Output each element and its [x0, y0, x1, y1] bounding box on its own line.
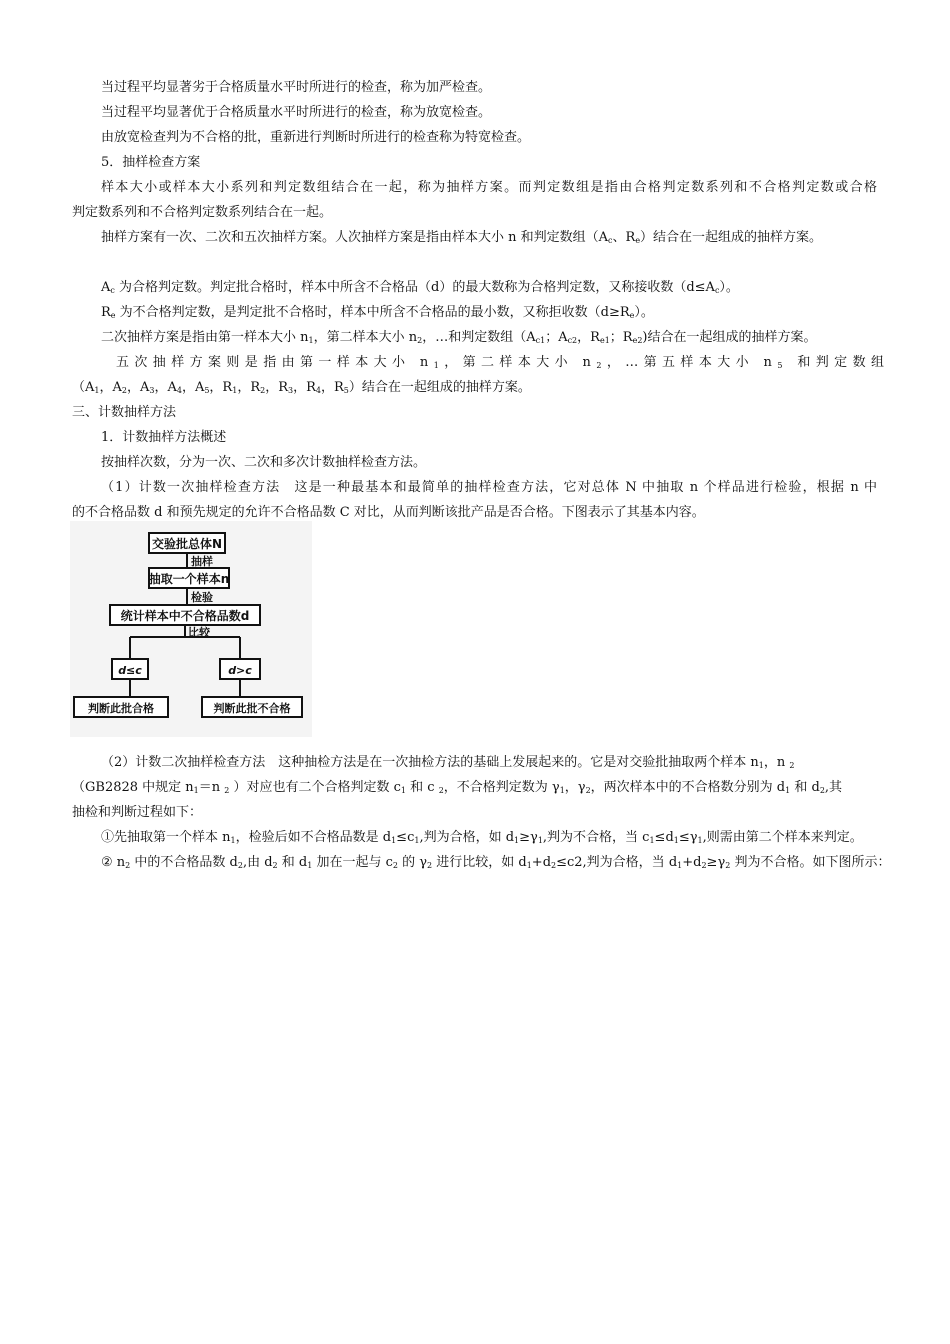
subsection-heading-overview: 1．计数抽样方法概述 [101, 430, 227, 445]
paragraph-plan-types: 抽样方案有一次、二次和五次抽样方案。人次抽样方案是指由样本大小 n 和判定数组（$A_c$、$R_e$）结合在一起组成的抽样方案。 [101, 230, 823, 245]
single-sampling-flowchart [70, 521, 312, 737]
flow-arrow-sampling-label: 抽样 [191, 555, 213, 568]
flow-arrow-inspection-label: 检验 [191, 591, 213, 604]
section-heading-sampling-plan: 5．抽样检查方案 [101, 155, 201, 170]
flow-box-lot-label: 交验批总体N [151, 537, 223, 551]
paragraph-double-sampling-cont2: 抽检和判断过程如下： [72, 805, 203, 820]
paragraph-five-plan: 五次抽样方案则是指由第一样本大小 $n_1$，第二样本大小 $n_2$，…第五样本大小 $n_5$ 和判定数组 [116, 355, 890, 370]
flow-cond-left-label: d≤c [118, 664, 142, 677]
section-heading-count-sampling: 三、计数抽样方法 [72, 405, 177, 420]
flow-arrow-compare-label: 比较 [188, 626, 210, 639]
paragraph-sampling-plan-definition-cont: 判定数系列和不合格判定数系列结合在一起。 [72, 205, 333, 220]
paragraph-single-sampling-cont: 的不合格品数 d 和预先规定的允许不合格品数 C 对比，从而判断该批产品是否合格。下图表示了其基本内容。 [72, 505, 705, 520]
paragraph-single-sampling: （1）计数一次抽样检查方法 这是一种最基本和最简单的抽样检查方法，它对总体 N 中抽取 n 个样品进行检验，根据 n 中 [101, 480, 877, 495]
flow-cond-right-label: d>c [228, 664, 252, 677]
paragraph-double-sampling: （2）计数二次抽样检查方法 这种抽检方法是在一次抽检方法的基础上发展起来的。它是对交验批抽取两个样本 $n_1$，n $_2$ [101, 755, 795, 770]
flow-result-accept-label: 判断此批合格 [88, 702, 154, 715]
paragraph-step-one: ①先抽取第一个样本 $n_1$，检验后如不合格品数是 $d_1\le c_1$,判为合格，如 $d_1\ge\gamma_1$,判为不合格，当 $c_1\le d_1\le\gamma_1$,则需由第二个样本来判定。 [101, 830, 863, 845]
paragraph-reduced-inspection: 当过程平均显著优于合格质量水平时所进行的检查，称为放宽检查。 [101, 105, 492, 120]
paragraph-sampling-count: 按抽样次数，分为一次、二次和多次计数抽样检查方法。 [101, 455, 427, 470]
paragraph-double-plan: 二次抽样方案是指由第一样本大小 $n_1$，第二样本大小 $n_2$，…和判定数组（$A_{c1}$；$A_{c2}$，$R_{e1}$；$R_{e2}$)结合在一起组成的抽样方案。 [101, 330, 817, 345]
paragraph-acceptance-number: $A_c$ 为合格判定数。判定批合格时，样本中所含不合格品（d）的最大数称为合格判定数，又称接收数$(d\le A_c)$。 [101, 280, 739, 295]
paragraph-step-two: ② $n_2$ 中的不合格品数 $d_2$,由 $d_2$ 和 $d_1$ 加在一起与 $c_2$ 的 $\gamma_2$ 进行比较，如 $d_1+d_2\le c2$,判为合格，当 $d_1+d_2\ge\gamma_2$ 判为不合格。如下图所示： [101, 855, 891, 870]
paragraph-special-inspection: 由放宽检查判为不合格的批，重新进行判断时所进行的检查称为特宽检查。 [101, 130, 531, 145]
paragraph-double-sampling-cont: （GB2828 中规定 $n_1=n$ $_2$ ）对应也有二个合格判定数 $c_1$ 和 c $_2$，不合格判定数为 $\gamma_1$，$\gamma_2$，两次样本中的不合格数分别为 $d_1$ 和 $d_2$,其 [72, 780, 843, 795]
paragraph-rejection-number: $R_e$ 为不合格判定数，是判定批不合格时，样本中所含不合格品的最小数，又称拒收数$(d\ge R_e)$。 [101, 305, 654, 320]
flow-box-count-label: 统计样本中不合格品数d [120, 609, 250, 623]
flow-box-sample-label: 抽取一个样本n [148, 572, 230, 586]
flow-result-reject-label: 判断此批不合格 [213, 702, 291, 715]
paragraph-tightened-inspection: 当过程平均显著劣于合格质量水平时所进行的检查，称为加严检查。 [101, 80, 492, 95]
paragraph-sampling-plan-definition: 样本大小或样本大小系列和判定数组结合在一起，称为抽样方案。而判定数组是指由合格判定数系列和不合格判定数或合格 [101, 180, 877, 195]
paragraph-five-plan-cont: （$A_1$，$A_2$，$A_3$，$A_4$，$A_5$，$R_1$，$R_2$，$R_3$，$R_4$，$R_5$）结合在一起组成的抽样方案。 [72, 380, 531, 395]
